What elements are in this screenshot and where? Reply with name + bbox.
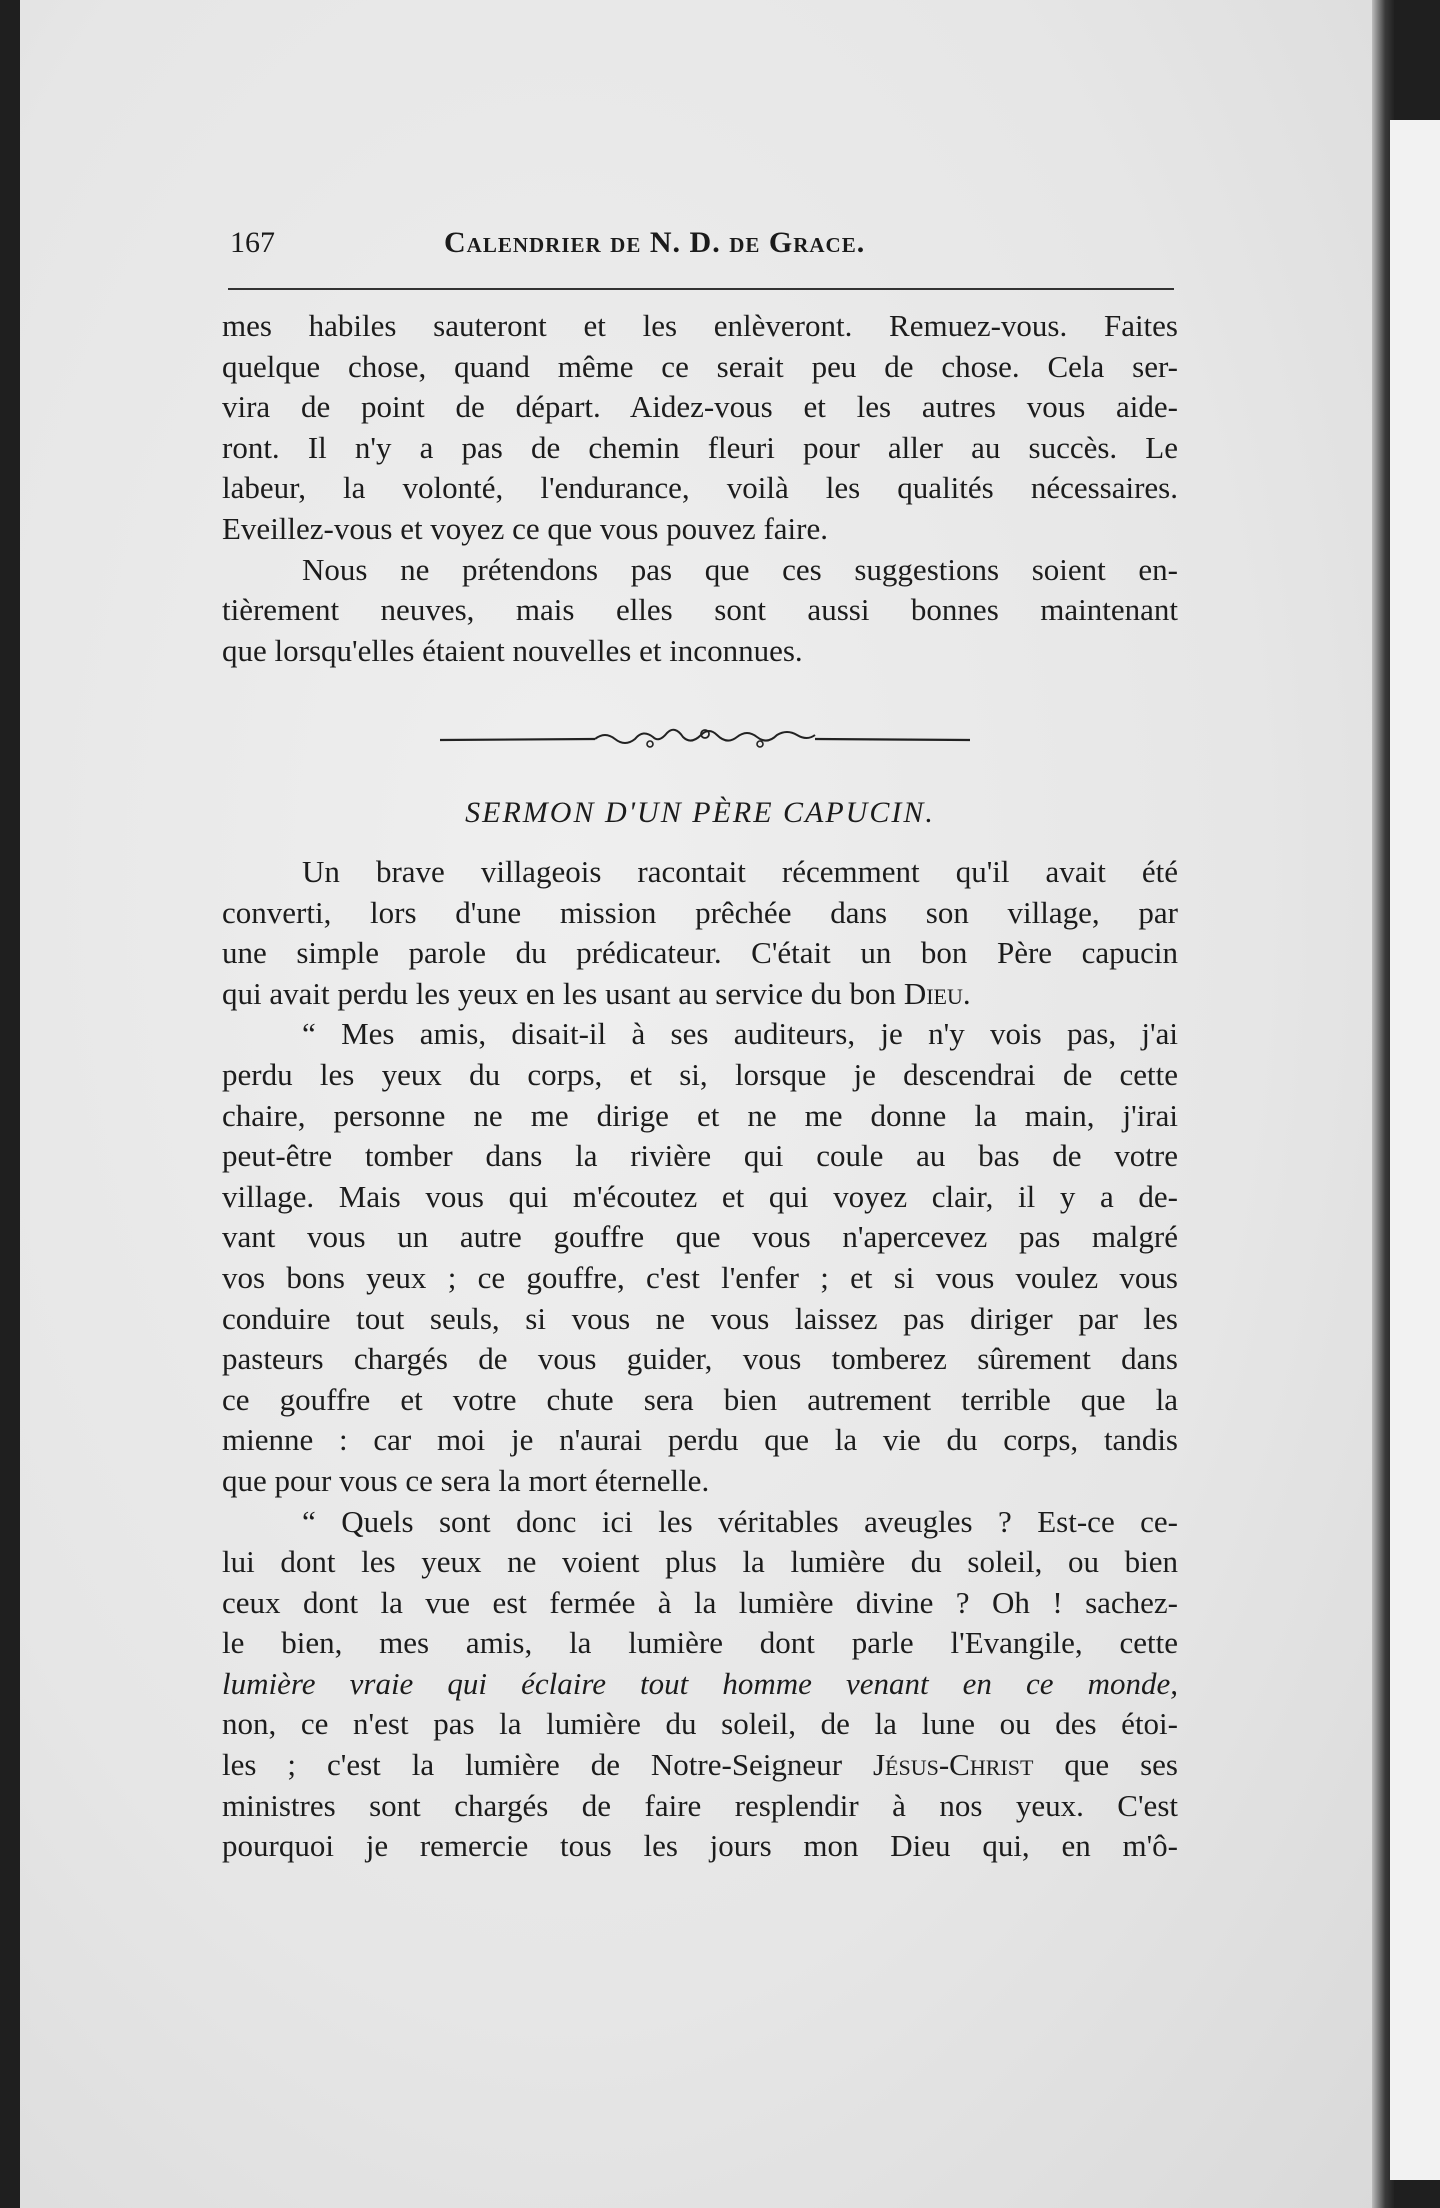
text-line: Nous ne prétendons pas que ces suggestions soient en-	[302, 551, 1178, 587]
running-title: Calendrier de N. D. de Grace.	[444, 226, 866, 259]
text-line: une simple parole du prédicateur. C'était un bon Père capucin	[222, 935, 1178, 971]
text-line	[222, 1664, 1178, 1705]
text-line: “ Mes amis, disait-il à ses auditeurs, je n'y vois pas, j'ai	[302, 1016, 1178, 1052]
text-line: ceux dont la vue est fermée à la lumière divine ? Oh ! sachez-	[222, 1584, 1178, 1620]
text-line: converti, lors d'une mission prêchée dans son village, par	[222, 894, 1178, 930]
page-number: 167	[230, 226, 275, 259]
text-line: que lorsqu'elles étaient nouvelles et inconnues.	[222, 632, 803, 668]
text-line	[222, 974, 1178, 1015]
text-line: Un brave villageois racontait récemment qu'il avait été	[302, 854, 1178, 889]
text-line: Eveillez-vous et voyez ce que vous pouvez faire.	[222, 510, 828, 546]
text-line: que pour vous ce sera la mort éternelle.	[222, 1462, 710, 1498]
text-line: quelque chose, quand même ce serait peu de chose. Cela ser-	[222, 348, 1178, 384]
running-header	[228, 222, 1174, 262]
text-line: vant vous un autre gouffre que vous n'apercevez pas malgré	[222, 1219, 1178, 1255]
small-caps-name: Jésus-Christ	[872, 1747, 1034, 1783]
text-fragment: qui avait perdu les yeux en les usant au service du bon	[222, 975, 904, 1011]
next-page-edge	[1390, 120, 1440, 2180]
text-line: ront. Il n'y a pas de chemin fleuri pour aller au succès. Le	[222, 429, 1178, 465]
text-line: conduire tout seuls, si vous ne vous laissez pas diriger par les	[222, 1300, 1178, 1336]
text-fragment: que ses	[1033, 1747, 1178, 1783]
text-line: le bien, mes amis, la lumière dont parle l'Evangile, cette	[222, 1625, 1178, 1661]
header-rule	[228, 288, 1174, 290]
intro-text	[222, 306, 1178, 671]
text-line: chaire, personne ne me dirige et ne me donne la main, j'irai	[222, 1097, 1178, 1133]
small-caps-word: Dieu.	[903, 975, 971, 1011]
text-line: peut-être tomber dans la rivière qui coule au bas de votre	[222, 1138, 1178, 1174]
text-line: ce gouffre et votre chute sera bien autrement terrible que la	[222, 1381, 1178, 1417]
text-fragment: les ; c'est la lumière de Notre-Seigneur	[222, 1747, 873, 1783]
section-title: SERMON D'UN PÈRE CAPUCIN.	[465, 796, 935, 829]
text-line	[222, 1745, 1178, 1786]
text-line: ministres sont chargés de faire resplendir à nos yeux. C'est	[222, 1787, 1178, 1823]
text-line: village. Mais vous qui m'écoutez et qui voyez clair, il y a de-	[222, 1178, 1178, 1214]
text-line: lui dont les yeux ne voient plus la lumière du soleil, ou bien	[222, 1544, 1178, 1580]
text-line: perdu les yeux du corps, et si, lorsque je descendrai de cette	[222, 1056, 1178, 1092]
text-line: vos bons yeux ; ce gouffre, c'est l'enfer ; et si vous voulez vous	[222, 1259, 1178, 1295]
text-line: vira de point de départ. Aidez-vous et les autres vous aide-	[222, 389, 1178, 425]
sermon-text	[222, 852, 1178, 1867]
text-line: labeur, la volonté, l'endurance, voilà les qualités nécessaires.	[222, 470, 1178, 506]
italic-quote: lumière vraie qui éclaire tout homme venant en ce monde,	[222, 1665, 1178, 1701]
text-line: mes habiles sauteront et les enlèveront. Remuez-vous. Faites	[222, 308, 1178, 343]
text-line: non, ce n'est pas la lumière du soleil, de la lune ou des étoi-	[222, 1706, 1178, 1742]
text-line: “ Quels sont donc ici les véritables aveugles ? Est-ce ce-	[302, 1503, 1178, 1539]
ornamental-divider	[440, 724, 970, 754]
text-line: tièrement neuves, mais elles sont aussi bonnes maintenant	[222, 592, 1178, 628]
text-line: pasteurs chargés de vous guider, vous tomberez sûrement dans	[222, 1341, 1178, 1377]
text-line: mienne : car moi je n'aurai perdu que la vie du corps, tandis	[222, 1422, 1178, 1458]
text-line: pourquoi je remercie tous les jours mon Dieu qui, en m'ô-	[222, 1828, 1178, 1864]
